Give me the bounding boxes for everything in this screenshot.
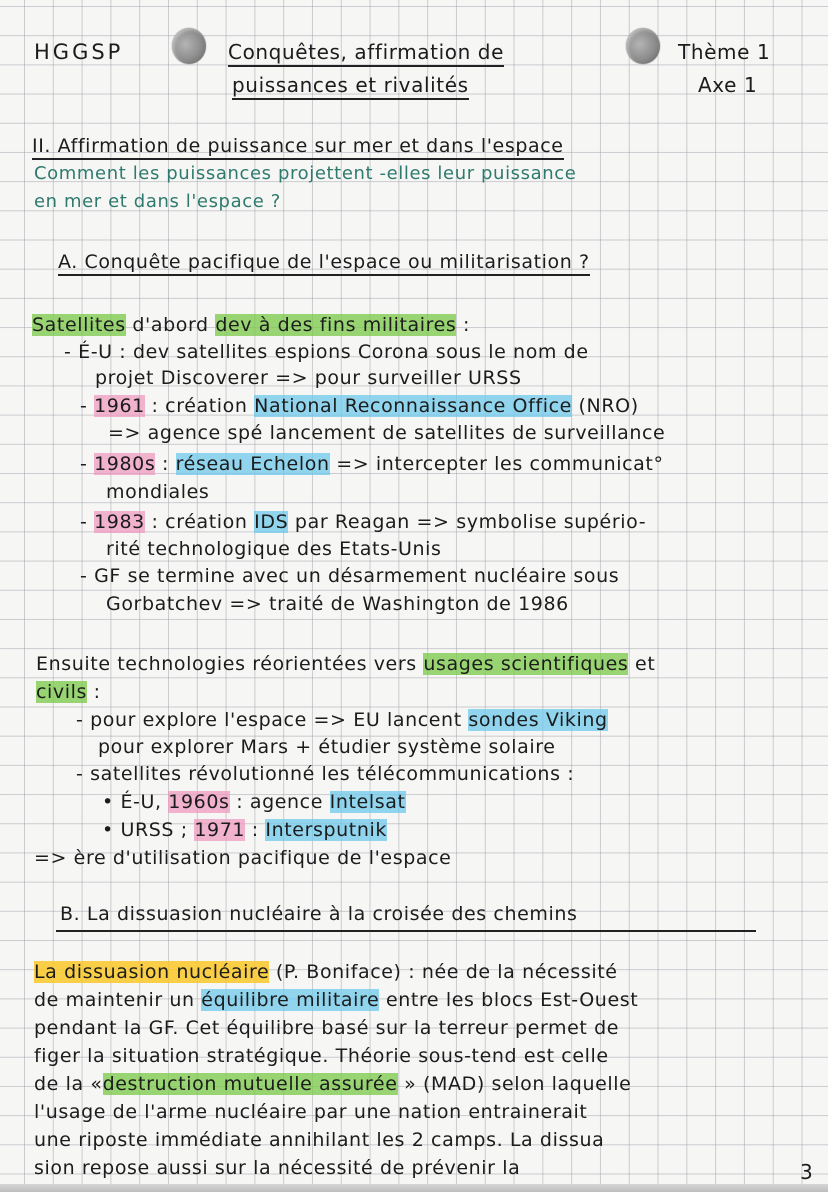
paragraph-line: sion repose aussi sur la nécessité de prévenir la — [34, 1157, 521, 1179]
paragraph-line: de la «destruction mutuelle assurée » (MAD) selon laquelle — [34, 1073, 632, 1095]
page-title-line1: Conquêtes, affirmation de — [228, 40, 504, 64]
list-item-cont: pour explorer Mars + étudier système solaire — [98, 736, 556, 758]
list-item: - satellites révolutionné les télécommunications : — [76, 763, 575, 785]
civil-uses-intro: Ensuite technologies réorientées vers usages scientifiques et — [36, 653, 656, 675]
paragraph-line: une riposte immédiate annihilant les 2 camps. La dissua — [34, 1129, 605, 1151]
page-edge — [0, 1184, 828, 1192]
list-item: - 1980s : réseau Echelon => intercepter les communicat° — [80, 453, 664, 475]
satellites-intro: Satellites d'abord dev à des fins militaires : — [32, 314, 471, 336]
list-item: - GF se termine avec un désarmement nucléaire sous — [80, 565, 620, 587]
paragraph-line: l'usage de l'arme nucléaire par une nation entrainerait — [34, 1101, 588, 1123]
civil-uses-intro-cont: civils : — [36, 681, 101, 703]
list-item-cont: projet Discoverer => pour surveiller URSS — [95, 367, 522, 389]
binder-hole-icon — [626, 28, 660, 64]
subsection-b-heading: B. La dissuasion nucléaire à la croisée des chemins — [60, 903, 578, 925]
subsection-a-heading: A. Conquête pacifique de l'espace ou militarisation ? — [58, 250, 590, 274]
conclusion-line: => ère d'utilisation pacifique de l'espace — [34, 847, 452, 869]
paragraph-line: La dissuasion nucléaire (P. Boniface) : née de la nécessité — [34, 961, 618, 983]
binder-hole-icon — [172, 28, 206, 64]
paragraph-line: figer la situation stratégique. Théorie sous-tend est celle — [34, 1045, 609, 1067]
list-item-cont: mondiales — [106, 481, 210, 503]
heading-underline — [56, 930, 756, 932]
list-item: - 1961 : création National Reconnaissance Office (NRO) — [80, 395, 639, 417]
section-heading: II. Affirmation de puissance sur mer et dans l'espace — [32, 134, 564, 158]
list-item: - É-U : dev satellites espions Corona sous le nom de — [64, 341, 589, 363]
section-question-line1: Comment les puissances projettent -elles leur puissance — [34, 163, 577, 184]
list-item-cont: rité technologique des Etats-Unis — [106, 538, 442, 560]
list-item: - 1983 : création IDS par Reagan => symbolise supério- — [80, 511, 647, 533]
list-item: - pour explore l'espace => EU lancent sondes Viking — [76, 709, 608, 731]
paragraph-line: pendant la GF. Cet équilibre basé sur la terreur permet de — [34, 1017, 620, 1039]
axe-label: Axe 1 — [698, 73, 758, 97]
list-item-cont: Gorbatchev => traité de Washington de 1986 — [106, 593, 569, 615]
section-question-line2: en mer et dans l'espace ? — [34, 191, 281, 212]
theme-label: Thème 1 — [678, 40, 771, 64]
page-title-line2: puissances et rivalités — [232, 73, 469, 97]
sub-list-item: • É-U, 1960s : agence Intelsat — [102, 791, 406, 813]
subject-label: HGGSP — [34, 40, 124, 64]
page-number: 3 — [800, 1160, 813, 1184]
paragraph-line: de maintenir un équilibre militaire entre les blocs Est-Ouest — [34, 989, 639, 1011]
sub-list-item: • URSS ; 1971 : Intersputnik — [102, 819, 387, 841]
list-item-cont: => agence spé lancement de satellites de surveillance — [108, 422, 666, 444]
